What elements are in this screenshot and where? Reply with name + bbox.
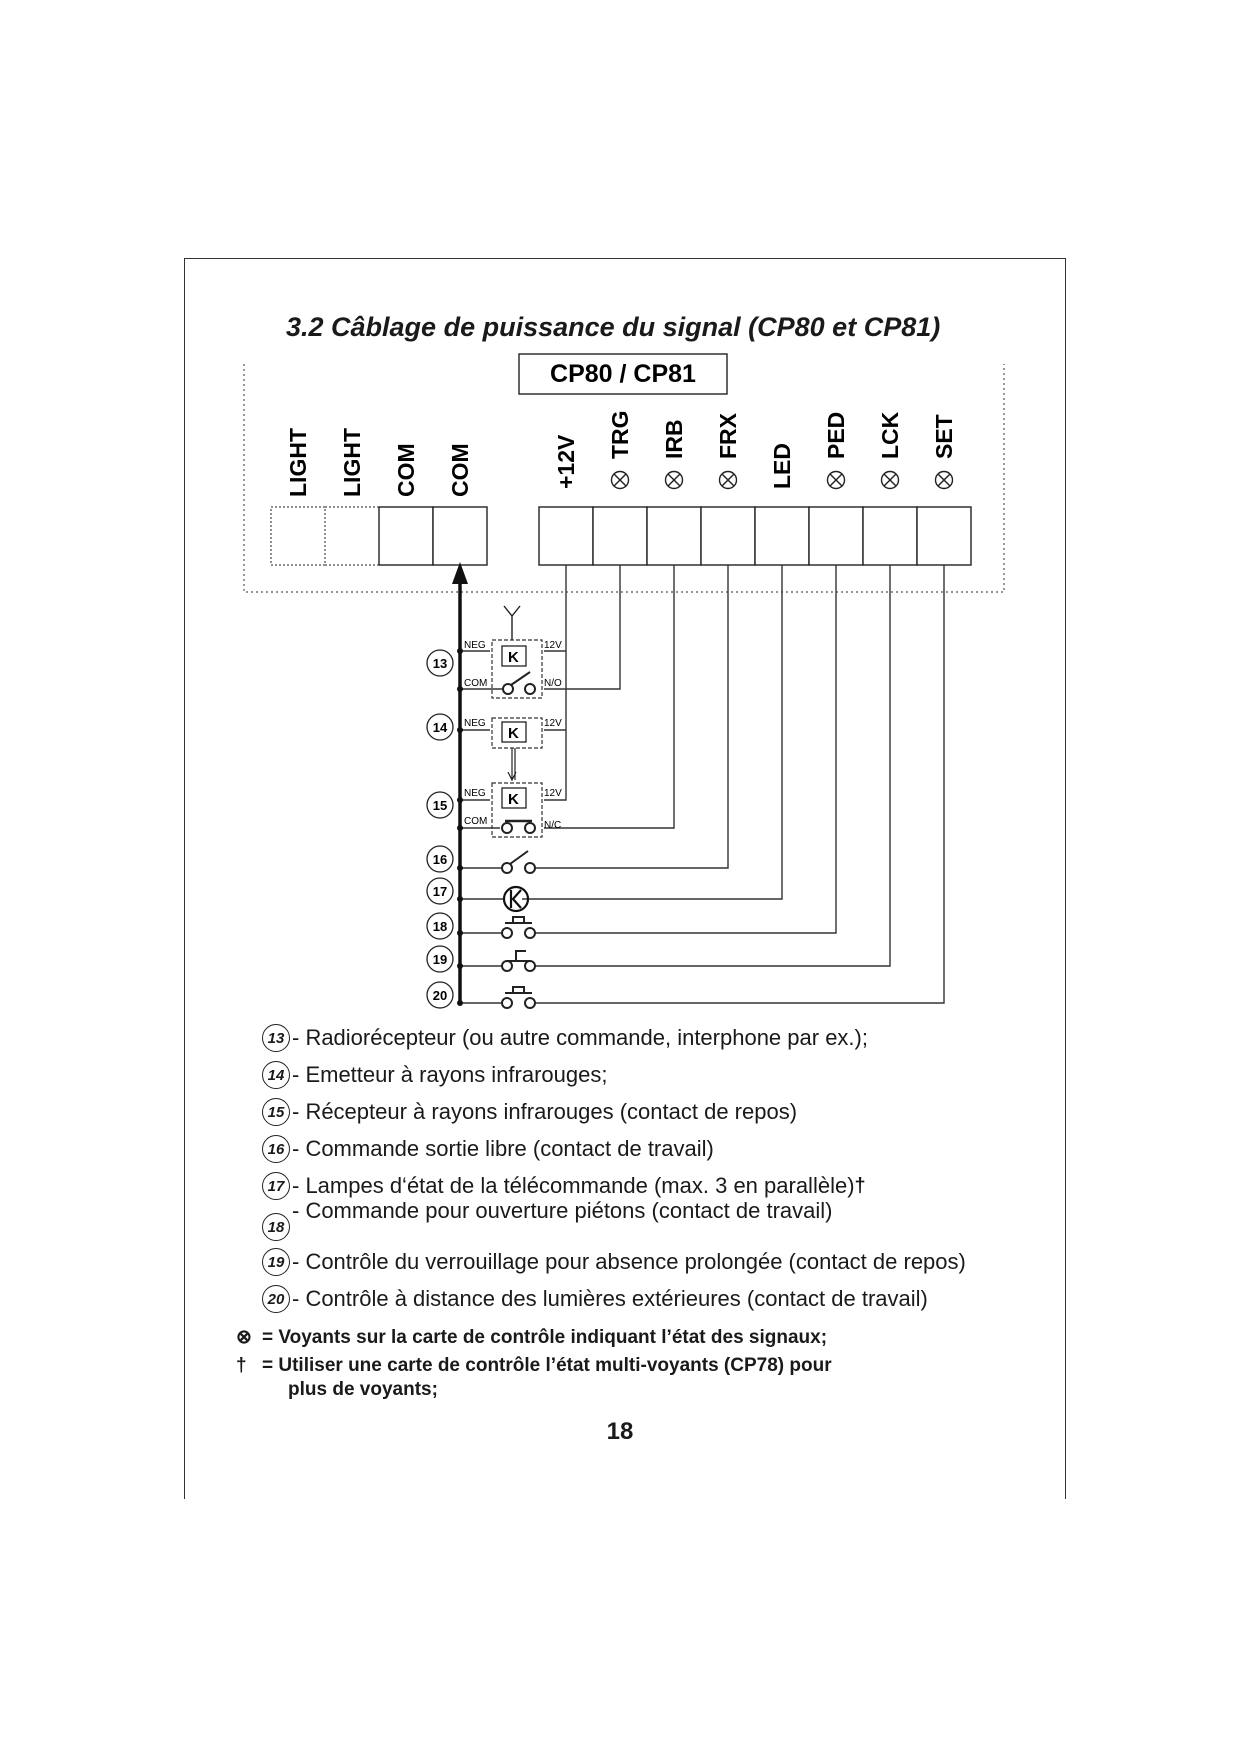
wire-irb — [544, 565, 674, 828]
terminal-box — [325, 507, 379, 565]
terminal-label: LIGHT — [339, 428, 365, 497]
dagger-symbol: † — [236, 1355, 247, 1376]
terminal-box — [701, 507, 755, 565]
terminal-box — [379, 507, 433, 565]
svg-text:NEG: NEG — [464, 640, 486, 651]
svg-text:NEG: NEG — [464, 718, 486, 729]
terminal-box — [863, 507, 917, 565]
device-number: 19 — [432, 952, 448, 967]
terminal-box — [593, 507, 647, 565]
terminal-box — [647, 507, 701, 565]
terminal-label: IRB — [661, 419, 687, 459]
svg-text:NEG: NEG — [464, 788, 486, 799]
device-number: 18 — [432, 919, 448, 934]
device-number: 17 — [432, 884, 448, 899]
terminal-label: LED — [769, 443, 795, 489]
legend-item: 13 - Radiorécepteur (ou autre commande, interphone par ex.); — [262, 1024, 868, 1052]
radio-receiver-13 — [464, 606, 562, 698]
device-number: 14 — [432, 720, 448, 735]
terminal-strip — [271, 410, 971, 565]
indicator-led-icon — [612, 472, 629, 489]
ir-beam-icon — [508, 748, 516, 780]
terminal-box — [809, 507, 863, 565]
terminal-label: +12V — [553, 434, 579, 489]
indicator-led-icon — [720, 472, 737, 489]
indicator-symbol-icon: ⊗ — [236, 1327, 252, 1348]
ir-transmitter-14 — [464, 718, 562, 780]
terminal-label: LIGHT — [285, 428, 311, 497]
legend-item: 18 - Commande pour ouverture piétons (contact de travail) — [262, 1199, 832, 1241]
board-label: CP80 / CP81 — [550, 360, 696, 388]
terminal-box — [271, 507, 325, 565]
terminal-box — [917, 507, 971, 565]
terminal-box — [539, 507, 593, 565]
svg-text:N/O: N/O — [544, 678, 562, 689]
svg-text:12V: 12V — [544, 718, 562, 729]
svg-text:12V: 12V — [544, 788, 562, 799]
wire-set — [533, 565, 944, 1003]
svg-text:N/C: N/C — [544, 820, 562, 831]
terminal-label: PED — [823, 411, 849, 459]
indicator-led-icon — [666, 472, 683, 489]
notes: ⊗ = Voyants sur la carte de contrôle indiquant l’état des signaux; † = Utiliser une carte de contrôle l’état multi-voyants (CP78) pour plus de voyants; — [236, 1327, 832, 1400]
note-multi-indicator: † = Utiliser une carte de contrôle l’état multi-voyants (CP78) pour — [236, 1355, 832, 1376]
free-exit-switch-16 — [502, 851, 535, 873]
indicator-led-icon — [882, 472, 899, 489]
wire-ped — [533, 565, 836, 933]
section-title: 3.2 Câblage de puissance du signal (CP80 et CP81) — [286, 312, 941, 342]
ir-receiver-15 — [464, 783, 562, 837]
legend-item: 17 - Lampes d‘état de la télécommande (max. 3 en parallèle) † — [262, 1172, 866, 1200]
wire-trg — [544, 565, 620, 689]
legend-item: 19 - Contrôle du verrouillage pour absence prolongée (contact de repos) — [262, 1248, 966, 1276]
note-indicators: ⊗ = Voyants sur la carte de contrôle indiquant l’état des signaux; — [236, 1327, 828, 1348]
terminal-box — [755, 507, 809, 565]
legend-item: 16 - Commande sortie libre (contact de travail) — [262, 1135, 714, 1163]
terminal-label: FRX — [715, 413, 741, 459]
wire-led — [522, 565, 782, 899]
terminal-label: COM — [447, 443, 473, 497]
terminal-label: LCK — [877, 411, 903, 459]
svg-text:K: K — [508, 725, 519, 742]
device-number: 16 — [432, 852, 448, 867]
legend-item: 14 - Emetteur à rayons infrarouges; — [262, 1061, 607, 1089]
indicator-led-icon — [828, 472, 845, 489]
device-number: 20 — [432, 988, 448, 1003]
light-button-20 — [502, 987, 535, 1008]
svg-text:12V: 12V — [544, 640, 562, 651]
terminal-box — [433, 507, 487, 565]
legend-item: 15 - Récepteur à rayons infrarouges (contact de repos) — [262, 1098, 797, 1126]
svg-text:K: K — [508, 791, 519, 808]
page-number: 18 — [606, 1418, 634, 1445]
terminal-label: SET — [931, 414, 957, 459]
indicator-led-icon — [936, 472, 953, 489]
legend-item: 20 - Contrôle à distance des lumières extérieures (contact de travail) — [262, 1285, 928, 1313]
antenna-icon — [504, 606, 520, 640]
terminal-label: COM — [393, 443, 419, 497]
terminal-label: TRG — [607, 410, 633, 459]
svg-text:COM: COM — [464, 678, 488, 689]
pedestrian-button-18 — [502, 917, 535, 938]
device-number: 13 — [432, 656, 448, 671]
device-numbers — [427, 650, 453, 1008]
lock-button-19 — [502, 951, 535, 971]
svg-text:K: K — [508, 649, 519, 666]
svg-text:COM: COM — [464, 816, 488, 827]
device-number: 15 — [432, 798, 448, 813]
